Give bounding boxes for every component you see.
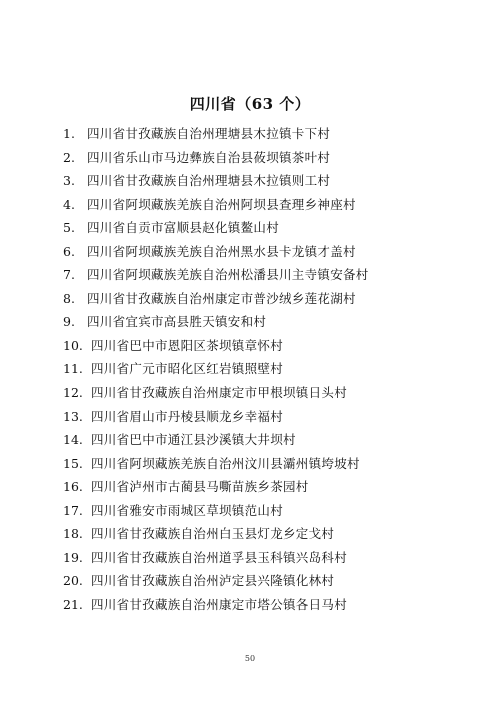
- item-text: 四川省宜宾市高县胜天镇安和村: [87, 314, 267, 330]
- item-text: 四川省甘孜藏族自治州康定市普沙绒乡莲花湖村: [87, 290, 356, 306]
- item-text: 四川省泸州市古蔺县马嘶苗族乡茶园村: [91, 479, 309, 495]
- item-number: 15.: [63, 455, 83, 471]
- list-item: [63, 475, 463, 499]
- item-number: 20.: [63, 573, 83, 589]
- section-title: 四川省（63 个）: [189, 95, 311, 113]
- item-text: 四川省甘孜藏族自治州康定市塔公镇各日马村: [91, 596, 348, 612]
- item-text: 四川省甘孜藏族自治州道孚县玉科镇兴岛科村: [91, 549, 348, 565]
- item-number: 9.: [63, 314, 75, 330]
- list-item: [63, 334, 463, 358]
- item-text: 四川省甘孜藏族自治州理塘县木拉镇卡下村: [87, 126, 331, 141]
- list-item: [63, 452, 463, 476]
- item-number: 8.: [63, 290, 75, 306]
- item-text: 四川省甘孜藏族自治州白玉县灯龙乡定戈村: [91, 526, 335, 542]
- item-number: 1.: [63, 126, 75, 141]
- item-text: 四川省阿坝藏族羌族自治州汶川县灞州镇垮坡村: [91, 455, 360, 471]
- item-number: 11.: [63, 361, 83, 377]
- list-item: [63, 193, 463, 217]
- item-text: 四川省眉山市丹棱县顺龙乡幸福村: [91, 408, 284, 424]
- item-text: 四川省巴中市恩阳区茶坝镇章怀村: [91, 337, 284, 353]
- list-item: [63, 287, 463, 311]
- item-number: 4.: [63, 196, 75, 212]
- list-item: [63, 122, 463, 146]
- list-item: [63, 357, 463, 381]
- item-text: 四川省乐山市马边彝族自治县莜坝镇茶叶村: [87, 149, 331, 165]
- item-number: 2.: [63, 149, 75, 165]
- list-item: [63, 146, 463, 170]
- list-item: [63, 546, 463, 570]
- item-number: 13.: [63, 408, 83, 424]
- list-item: [63, 499, 463, 523]
- item-number: 21.: [63, 596, 83, 612]
- item-number: 12.: [63, 385, 83, 401]
- item-text: 四川省自贡市富顺县赵化镇鳌山村: [87, 220, 280, 236]
- village-list: [63, 122, 463, 616]
- item-number: 6.: [63, 243, 75, 259]
- item-text: 四川省阿坝藏族羌族自治州阿坝县查理乡神座村: [87, 196, 356, 212]
- page-number: 50: [244, 654, 256, 663]
- list-item: [63, 569, 463, 593]
- item-text: 四川省阿坝藏族羌族自治州黑水县卡龙镇才盖村: [87, 243, 356, 259]
- list-item: [63, 522, 463, 546]
- item-number: 14.: [63, 432, 83, 448]
- item-text: 四川省广元市昭化区红岩镇照壁村: [91, 361, 284, 377]
- list-item: [63, 310, 463, 334]
- item-text: 四川省甘孜藏族自治州康定市甲根坝镇日头村: [91, 385, 348, 401]
- item-number: 17.: [63, 502, 83, 518]
- item-number: 7.: [63, 267, 75, 283]
- item-number: 18.: [63, 526, 83, 542]
- item-text: 四川省阿坝藏族羌族自治州松潘县川主寺镇安备村: [87, 267, 369, 283]
- list-item: [63, 240, 463, 264]
- list-item: [63, 428, 463, 452]
- list-item: [63, 593, 463, 617]
- list-item: [63, 405, 463, 429]
- item-text: 四川省甘孜藏族自治州泸定县兴隆镇化林村: [91, 573, 335, 589]
- item-number: 19.: [63, 549, 83, 565]
- item-text: 四川省雅安市雨城区草坝镇范山村: [91, 502, 284, 518]
- list-item: [63, 263, 463, 287]
- item-number: 16.: [63, 479, 83, 495]
- list-item: [63, 169, 463, 193]
- item-text: 四川省巴中市通江县沙溪镇大井坝村: [91, 432, 296, 448]
- item-number: 3.: [63, 173, 75, 189]
- item-text: 四川省甘孜藏族自治州理塘县木拉镇则工村: [87, 173, 331, 189]
- item-number: 10.: [63, 337, 83, 353]
- list-item: [63, 381, 463, 405]
- item-number: 5.: [63, 220, 75, 236]
- list-item: [63, 216, 463, 240]
